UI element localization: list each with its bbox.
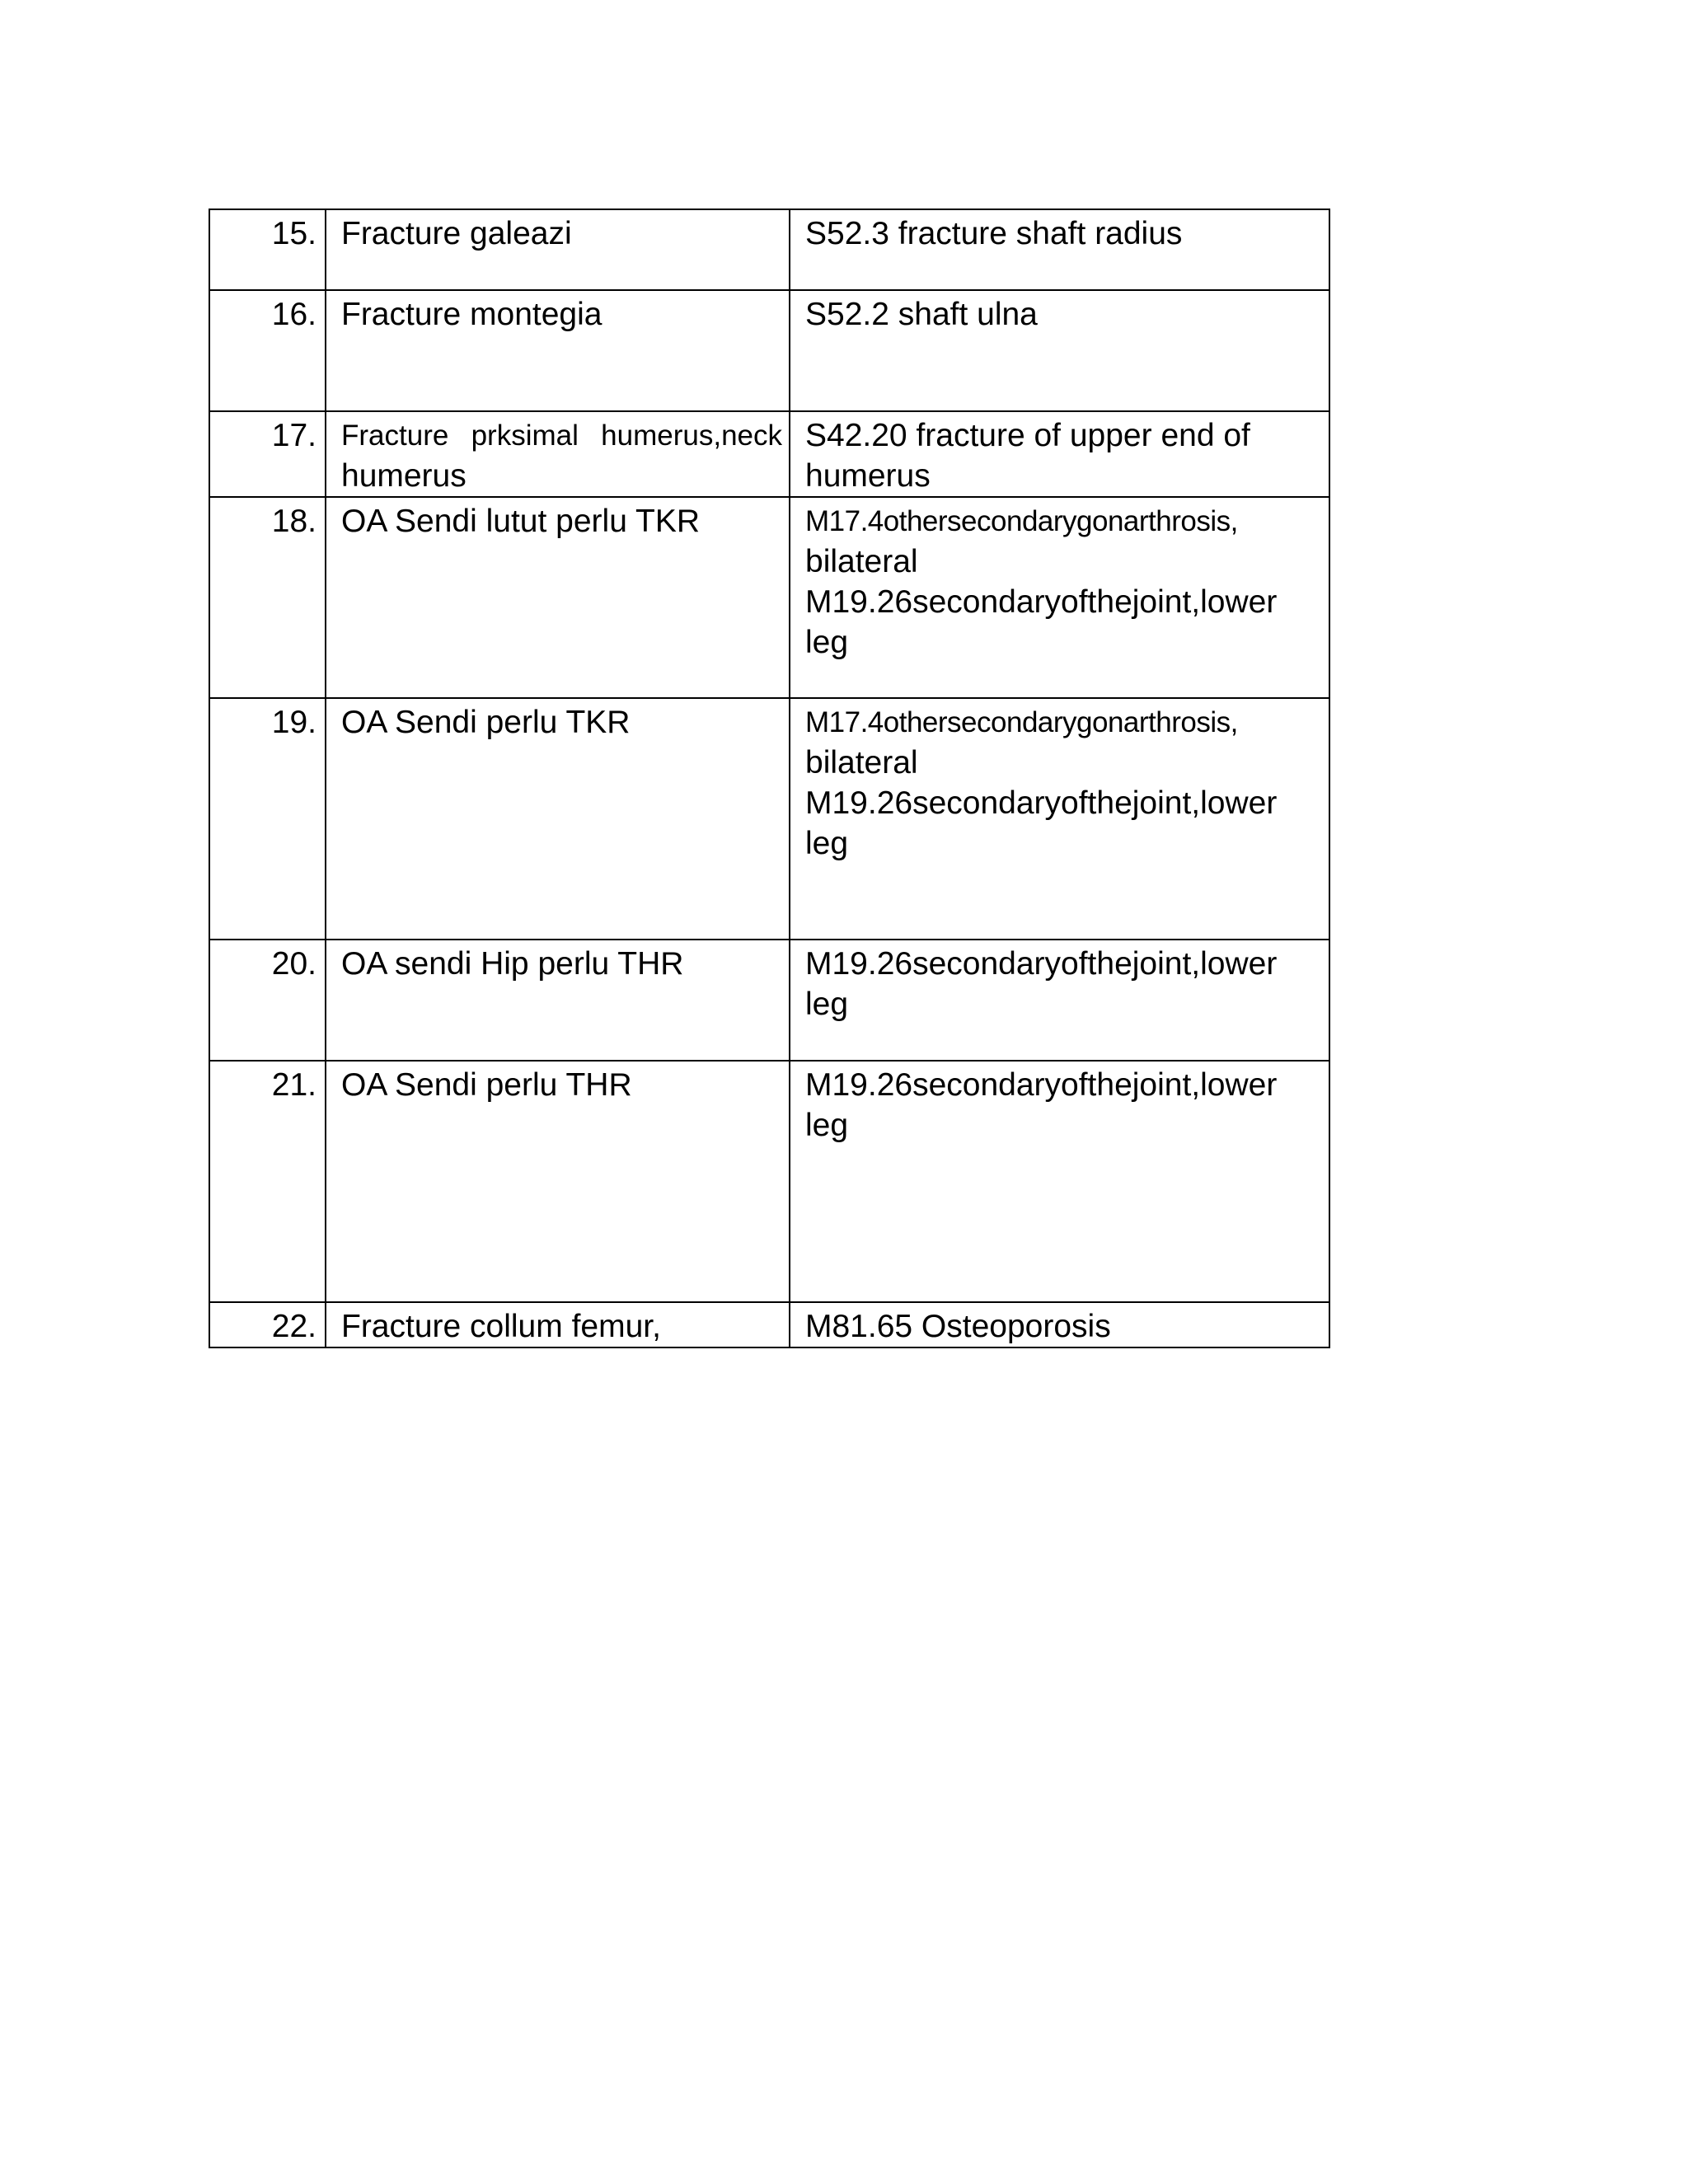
icd-code-cell xyxy=(790,940,1329,1061)
icd-code-text: bilateral xyxy=(805,544,918,579)
row-number: 22. xyxy=(209,1302,326,1347)
icd-code-text: M19.26secondaryofthejoint,lower xyxy=(805,1067,1278,1103)
icd-code-text: S52.2 shaft ulna xyxy=(805,297,1038,332)
icd-code-cell xyxy=(790,290,1329,411)
diagnosis-cell xyxy=(326,1302,790,1347)
diagnosis-cell xyxy=(326,411,790,497)
row-number: 16. xyxy=(209,290,326,411)
table-row xyxy=(209,940,1329,1061)
icd-code-cell xyxy=(790,497,1329,698)
row-number: 18. xyxy=(209,497,326,698)
table-row xyxy=(209,497,1329,698)
row-number: 21. xyxy=(209,1061,326,1302)
table-row xyxy=(209,411,1329,497)
diagnosis-cell xyxy=(326,698,790,940)
row-number: 20. xyxy=(209,940,326,1061)
icd-code-text: M19.26secondaryofthejoint,lower xyxy=(805,785,1278,821)
icd-code-text: humerus xyxy=(805,458,931,494)
icd-code-text: leg xyxy=(805,987,849,1022)
row-number: 17. xyxy=(209,411,326,497)
icd-code-cell xyxy=(790,698,1329,940)
diagnosis-text: Fracture collum femur, xyxy=(341,1309,661,1344)
diagnosis-text: OA Sendi perlu TKR xyxy=(341,705,631,740)
icd-code-cell xyxy=(790,1302,1329,1347)
diagnosis-text: OA Sendi perlu THR xyxy=(341,1067,632,1103)
table-row xyxy=(209,290,1329,411)
diagnosis-cell xyxy=(326,1061,790,1302)
icd-code-text: leg xyxy=(805,826,849,861)
row-number: 15. xyxy=(209,209,326,290)
diagnosis-text: OA sendi Hip perlu THR xyxy=(341,946,684,982)
diagnosis-word: prksimal xyxy=(471,419,579,452)
diagnosis-text-justified xyxy=(341,415,782,456)
icd-code-text: M19.26secondaryofthejoint,lower xyxy=(805,584,1278,620)
table-row xyxy=(209,209,1329,290)
icd-code-text: leg xyxy=(805,1108,849,1143)
diagnosis-cell xyxy=(326,209,790,290)
icd-code-text: leg xyxy=(805,625,849,660)
diagnosis-code-table xyxy=(209,209,1330,1348)
diagnosis-word: humerus,neck xyxy=(601,419,782,452)
diagnosis-text: OA Sendi lutut perlu TKR xyxy=(341,504,701,539)
icd-code-cell xyxy=(790,411,1329,497)
diagnosis-cell xyxy=(326,497,790,698)
icd-code-text: S42.20 fracture of upper end of xyxy=(805,418,1250,453)
diagnosis-word: Fracture xyxy=(341,419,449,452)
icd-code-text: S52.3 fracture shaft radius xyxy=(805,216,1183,251)
table-row xyxy=(209,698,1329,940)
icd-code-cell xyxy=(790,1061,1329,1302)
row-number: 19. xyxy=(209,698,326,940)
icd-code-text: M81.65 Osteoporosis xyxy=(805,1309,1111,1344)
diagnosis-text: humerus xyxy=(341,458,467,494)
icd-code-text: M17.4othersecondarygonarthrosis, xyxy=(805,505,1238,537)
diagnosis-cell xyxy=(326,290,790,411)
diagnosis-cell xyxy=(326,940,790,1061)
diagnosis-text: Fracture galeazi xyxy=(341,216,572,251)
icd-code-text: bilateral xyxy=(805,745,918,780)
table-row xyxy=(209,1302,1329,1347)
icd-code-text: M19.26secondaryofthejoint,lower xyxy=(805,946,1278,982)
icd-code-cell xyxy=(790,209,1329,290)
table-row xyxy=(209,1061,1329,1302)
diagnosis-text: Fracture montegia xyxy=(341,297,603,332)
icd-code-text: M17.4othersecondarygonarthrosis, xyxy=(805,706,1238,738)
